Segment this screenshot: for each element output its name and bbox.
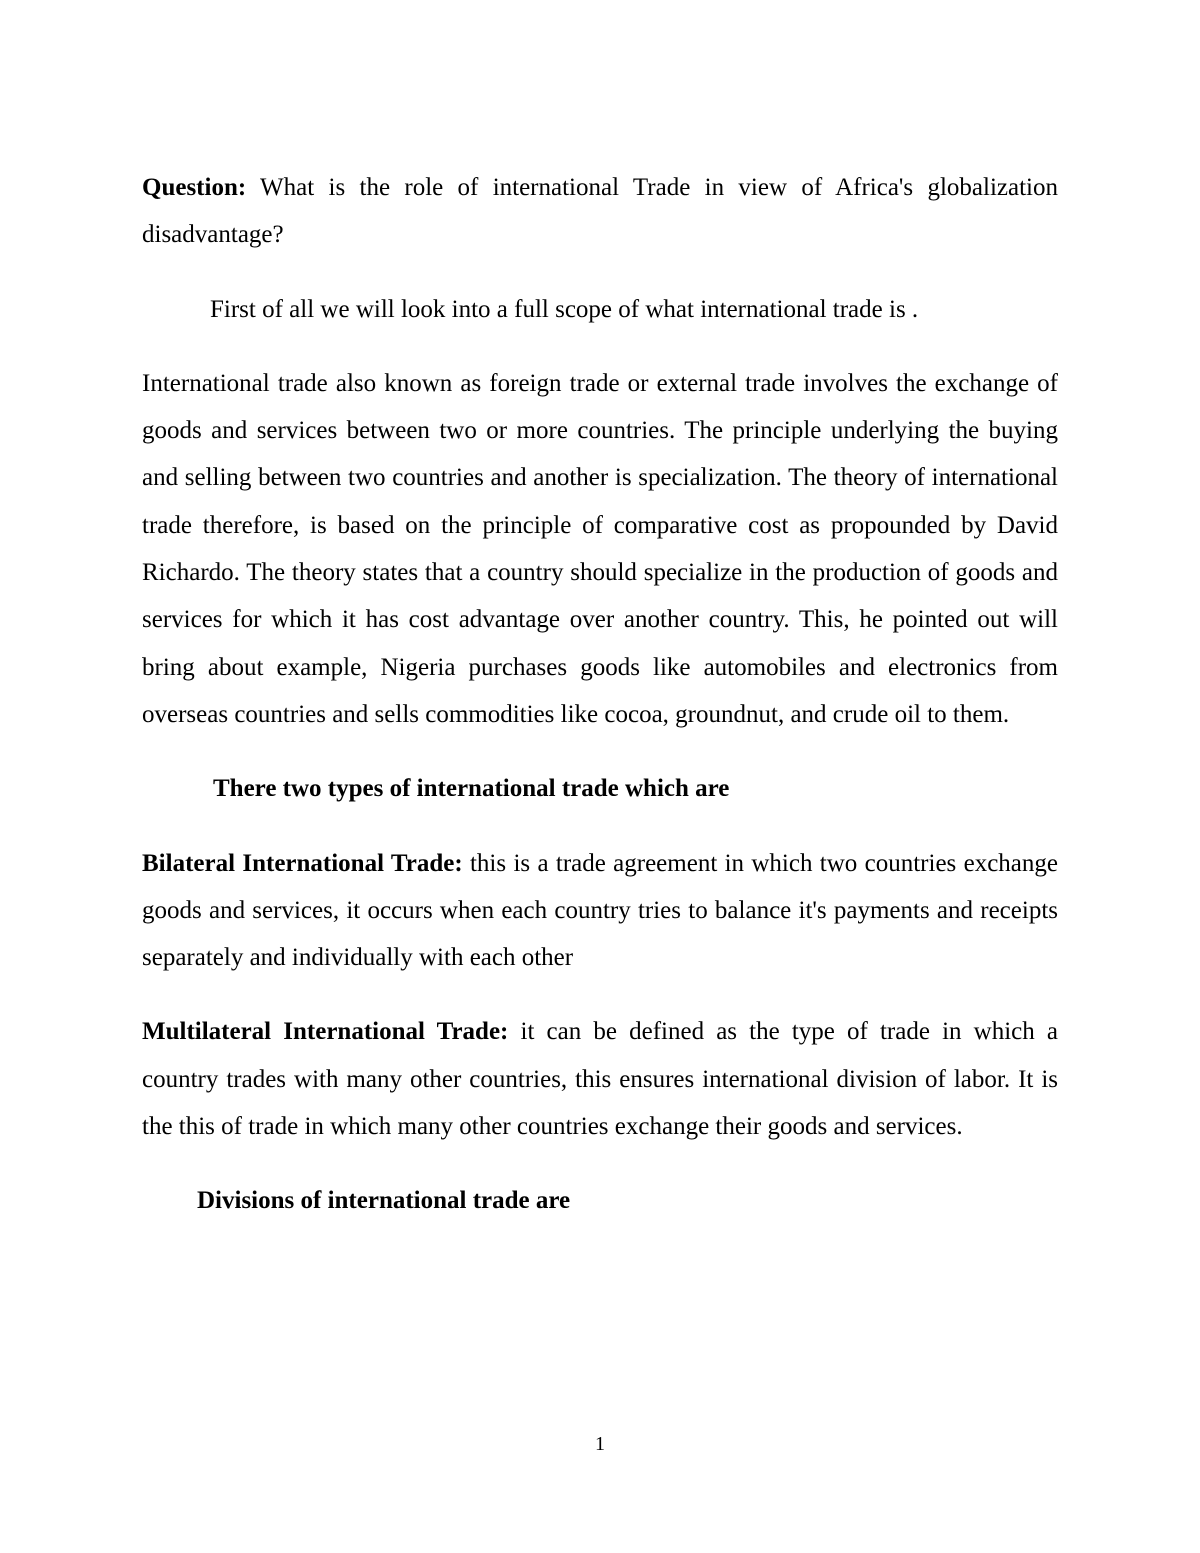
- divisions-heading: [142, 1177, 1058, 1224]
- multilateral-text: it can be defined as the type of trade in which a country trades with many other countries, this ensures international division of labor. It is the this of trade in which many other countries exchange their goods and services.: [142, 1018, 1059, 1141]
- bilateral-text: this is a trade agreement in which two countries exchange goods and services, it occurs when each country tries to balance it's payments and receipts separately and individually with each other: [142, 849, 1058, 972]
- page-number: 1: [595, 1433, 605, 1455]
- bilateral-label: Bilateral International Trade:: [142, 849, 463, 877]
- question-paragraph: [142, 164, 1058, 259]
- intro-paragraph: First of all we will look into a full scope of what international trade is .: [210, 295, 919, 323]
- definition-paragraph: International trade also known as foreign trade or external trade involves the exchange of goods and services between two or more countries. The principle underlying the buying and selling between two countries and another is specialization. The theory of international trade therefore, is based on the principle of comparative cost as propounded by David Richardo. The theory states that a country should specialize in the production of goods and services for which it has cost advantage over another country. This, he pointed out will bring about example, Nigeria purchases goods like automobiles and electronics from overseas countries and sells commodities like cocoa, groundnut, and crude oil to them.: [142, 369, 1058, 728]
- bilateral-paragraph: [142, 840, 1058, 982]
- divisions-heading-text: Divisions of international trade are: [197, 1187, 571, 1215]
- types-heading: [142, 765, 1058, 812]
- question-label: Question:: [142, 174, 247, 201]
- multilateral-paragraph: [142, 1008, 1058, 1150]
- multilateral-label: Multilateral International Trade:: [142, 1018, 509, 1046]
- types-heading-text: There two types of international trade which are: [213, 775, 730, 803]
- document-body: [142, 164, 1058, 1225]
- question-text: What is the role of international Trade in view of Africa's globalization disadvantage?: [142, 174, 1058, 249]
